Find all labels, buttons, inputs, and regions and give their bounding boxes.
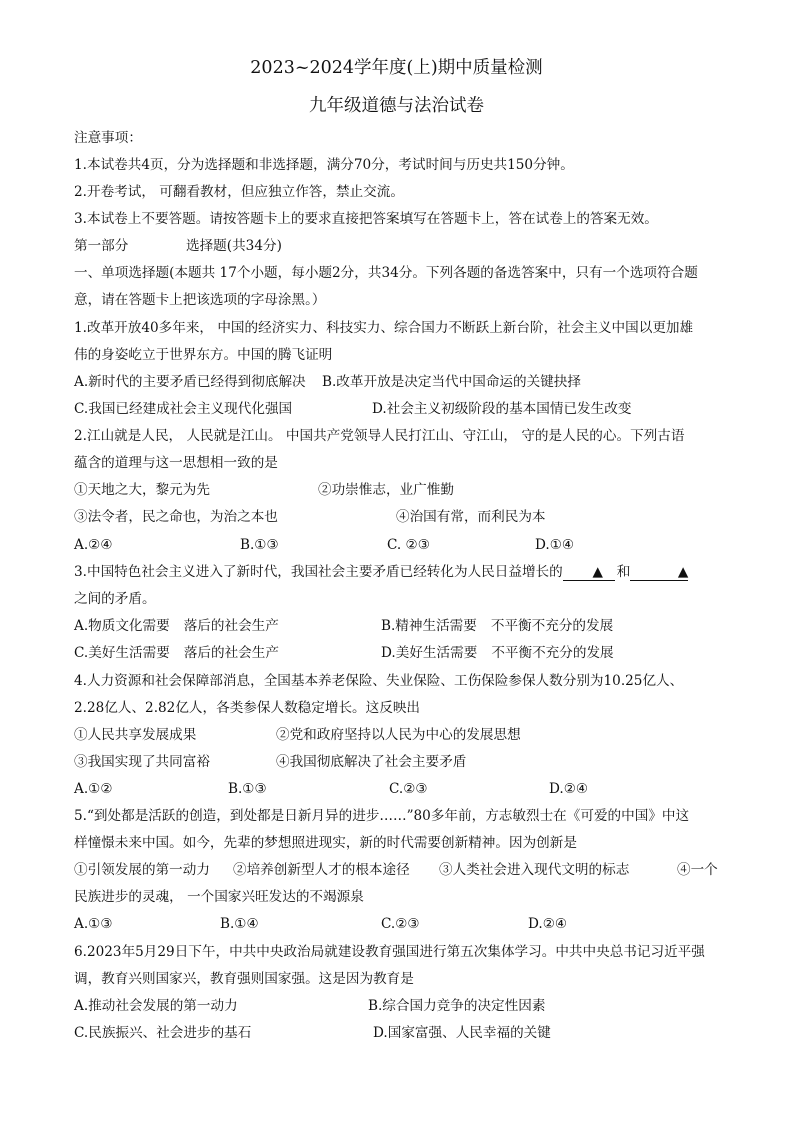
q4-option-a: A.①②: [74, 781, 113, 797]
q5-option-c: C.②③: [381, 916, 420, 932]
q4-option-d: D.②④: [549, 781, 589, 797]
q3-option-a: [74, 616, 279, 636]
blank-marker: ▲: [592, 564, 603, 580]
q6-option-d: D.国家富强、人民幸福的关键: [373, 1025, 551, 1041]
part-title: 选择题(共34分): [186, 238, 282, 254]
q3-option-a-part2: 落后的社会生产: [183, 618, 279, 634]
answer-blank: [630, 564, 688, 581]
blank-marker: ▲: [677, 564, 689, 580]
q1-option-d: D.社会主义初级阶段的基本国情已发生改变: [372, 401, 632, 417]
question-5-stem: 样憧憬未来中国。如今，先辈的梦想照进现实，新的时代需要创新精神。因为创新是: [74, 835, 577, 851]
q5-statement-2: ②培养创新型人才的根本途径: [233, 862, 410, 878]
question-3-stem: [74, 562, 688, 582]
q5-statement-1: ①引领发展的第一动力: [74, 862, 210, 878]
q5-option-a: A.①③: [74, 916, 113, 932]
question-4-stem: 2.28亿人、2.82亿人，各类参保人数稳定增长。这反映出: [74, 700, 421, 716]
question-2-stem: 蕴含的道理与这一思想相一致的是: [74, 455, 278, 471]
q3-option-c-part1: C.美好生活需要: [74, 645, 170, 661]
q2-statement-1: ①天地之大，黎元为先: [74, 482, 210, 498]
q2-option-a: A.②④: [74, 537, 113, 553]
question-6-stem: 6.2023年5月29日下午，中共中央政治局就建设教育强国进行第五次集体学习。中共中央总书记习近平强: [74, 944, 705, 960]
q3-option-b-part1: B.精神生活需要: [381, 618, 477, 634]
q3-option-d-part2: 不平衡不充分的发展: [491, 645, 614, 661]
section-instructions: 一、单项选择题(本题共 17个小题，每小题2分，共34分。下列各题的备选答案中，只有一个选项符合题: [74, 265, 698, 281]
q4-statement-4: ④我国彻底解决了社会主要矛盾: [276, 754, 467, 770]
q1-option-c: C.我国已经建成社会主义现代化强国: [74, 401, 293, 417]
q2-option-c: C. ②③: [387, 537, 430, 553]
question-6-stem: 调，教育兴则国家兴，教育强则国家强。这是因为教育是: [74, 971, 414, 987]
q3-option-a-part1: A.物质文化需要: [74, 618, 170, 634]
q2-option-d: D.①④: [535, 537, 575, 553]
note-item: 2.开卷考试， 可翻看教材，但应独立作答，禁止交流。: [74, 184, 404, 200]
note-item: 1.本试卷共4页，分为选择题和非选择题，满分70分，考试时间与历史共150分钟。: [74, 157, 574, 173]
q2-statement-4: ④治国有常，而利民为本: [396, 509, 546, 525]
question-5-stem: 5.“到处都是活跃的创造，到处都是日新月异的进步……”80多年前，方志敏烈士在《可爱的中国》中这: [74, 808, 690, 824]
q1-option-a: A.新时代的主要矛盾已经得到彻底解决: [74, 374, 306, 390]
q3-option-d-part1: D.美好生活需要: [381, 645, 478, 661]
q4-option-c: C.②③: [389, 781, 428, 797]
question-1-stem: 伟的身姿屹立于世界东方。中国的腾飞证明: [74, 347, 333, 363]
q2-statement-3: ③法令者，民之命也，为治之本也: [74, 509, 278, 525]
q4-statement-2: ②党和政府坚持以人民为中心的发展思想: [276, 727, 521, 743]
q3-option-c: [74, 643, 279, 663]
q2-statement-2: ②功崇惟志，业广惟勤: [318, 482, 454, 498]
part-label: 第一部分: [74, 238, 129, 254]
q3-option-d: [381, 643, 614, 663]
question-4-stem: 4.人力资源和社会保障部消息，全国基本养老保险、失业保险、工伤保险参保人数分别为10.25亿人、: [74, 673, 684, 689]
q6-option-b: B.综合国力竞争的决定性因素: [368, 998, 546, 1014]
notes-heading: 注意事项：: [74, 130, 142, 146]
question-2-stem: 2.江山就是人民， 人民就是江山。 中国共产党领导人民打江山、守江山， 守的是人民的心。下列古语: [74, 428, 685, 444]
q2-option-b: B.①③: [240, 537, 279, 553]
q1-option-b: B.改革开放是决定当代中国命运的关键抉择: [322, 374, 581, 390]
q3-option-c-part2: 落后的社会生产: [183, 645, 279, 661]
q6-option-a: A.推动社会发展的第一动力: [74, 998, 238, 1014]
q5-option-d: D.②④: [528, 916, 568, 932]
question-1-stem: 1.改革开放40多年来， 中国的经济实力、科技实力、综合国力不断跃上新台阶，社会主义中国以更加雄: [74, 320, 694, 336]
exam-subtitle: 九年级道德与法治试卷: [309, 96, 484, 116]
q5-statement-4: ④一个: [677, 862, 718, 878]
q3-option-b-part2: 不平衡不充分的发展: [490, 618, 614, 634]
q3-option-b: [381, 616, 613, 636]
q5-option-b: B.①④: [220, 916, 259, 932]
q4-option-b: B.①③: [228, 781, 267, 797]
exam-title: 2023~2024学年度(上)期中质量检测: [250, 58, 543, 78]
q3-and: 和: [616, 564, 631, 580]
q3-stem-text: 3.中国特色社会主义进入了新时代，我国社会主要矛盾已经转化为人民日益增长的: [74, 564, 563, 580]
answer-blank: [563, 564, 615, 581]
note-item: 3.本试卷上不要答题。请按答题卡上的要求直接把答案填写在答题卡上，答在试卷上的答案无效。: [74, 211, 658, 227]
question-5-stem: 民族进步的灵魂， 一个国家兴旺发达的不竭源泉: [74, 889, 364, 905]
q5-statement-3: ③人类社会进入现代文明的标志: [439, 862, 630, 878]
q6-option-c: C.民族振兴、社会进步的基石: [74, 1025, 252, 1041]
q4-statement-3: ③我国实现了共同富裕: [74, 754, 210, 770]
q4-statement-1: ①人民共享发展成果: [74, 727, 197, 743]
question-3-stem: 之间的矛盾。: [74, 591, 156, 607]
section-instructions: 意，请在答题卡上把该选项的字母涂黑。）: [74, 292, 326, 308]
